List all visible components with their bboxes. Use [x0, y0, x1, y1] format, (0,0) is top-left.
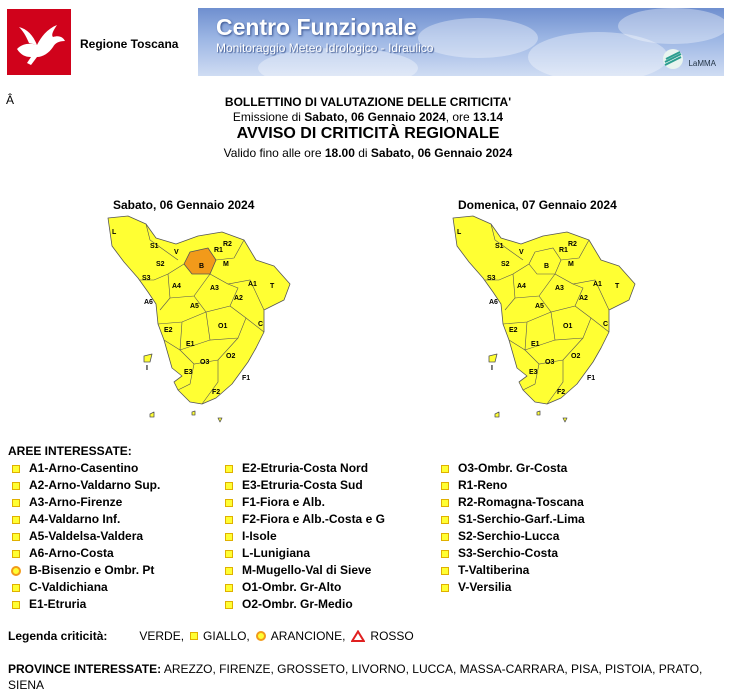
zone-label-O2: O2: [226, 353, 236, 360]
area-item: B-Bisenzio e Ombr. Pt: [8, 562, 160, 579]
area-item: S1-Serchio-Garf.-Lima: [437, 511, 585, 528]
criticality-legend: [8, 629, 414, 643]
yellow-square-icon: [225, 533, 233, 541]
regione-toscana-logo: [7, 9, 71, 75]
zone-label-A6: A6: [144, 299, 153, 306]
zone-label-A5: A5: [190, 303, 199, 310]
zone-label-F2: F2: [212, 389, 221, 396]
zone-label-T: T: [615, 283, 620, 290]
zone-label-I: I: [491, 365, 493, 372]
yellow-square-icon: [12, 499, 20, 507]
zone-label-R2: R2: [568, 241, 577, 248]
area-item: A5-Valdelsa-Valdera: [8, 528, 160, 545]
zone-label-L: L: [457, 229, 462, 236]
yellow-square-icon: [12, 516, 20, 524]
zone-label-R2: R2: [223, 241, 232, 248]
emission-date: Sabato, 06 Gennaio 2024: [304, 110, 446, 124]
yellow-square-icon: [441, 533, 449, 541]
areas-column-1: [8, 460, 160, 613]
valid-time: 18.00: [324, 146, 355, 160]
map-sunday: [451, 214, 641, 426]
zone-label-V: V: [519, 249, 524, 256]
zone-label-E1: E1: [186, 341, 195, 348]
tuscany-map-saturday: [106, 214, 296, 426]
legend-label: Legenda criticità:: [8, 629, 108, 643]
zone-label-A3: A3: [555, 285, 564, 292]
area-item: I-Isole: [221, 528, 385, 545]
zone-label-M: M: [568, 261, 574, 268]
zone-label-L: L: [112, 229, 117, 236]
zone-label-A3: A3: [210, 285, 219, 292]
area-item: A4-Valdarno Inf.: [8, 511, 160, 528]
area-item: A1-Arno-Casentino: [8, 460, 160, 477]
zone-label-F1: F1: [587, 375, 596, 382]
yellow-square-icon: [12, 601, 20, 609]
pegasus-icon: [7, 9, 71, 75]
zone-label-S1: S1: [150, 243, 159, 250]
yellow-square-icon: [12, 550, 20, 558]
provinces-line: [8, 661, 728, 693]
zone-label-O1: O1: [563, 323, 573, 330]
yellow-square-icon: [225, 516, 233, 524]
zone-label-S3: S3: [487, 275, 496, 282]
yellow-square-icon: [225, 482, 233, 490]
yellow-square-icon: [12, 482, 20, 490]
area-item: O2-Ombr. Gr-Medio: [221, 596, 385, 613]
emission-time: 13.14: [473, 110, 504, 124]
centro-funzionale-banner: [198, 8, 724, 76]
yellow-square-icon: [441, 465, 449, 473]
zone-label-O2: O2: [571, 353, 581, 360]
yellow-square-icon: [441, 499, 449, 507]
map-saturday: [106, 214, 296, 426]
zone-label-A4: A4: [517, 283, 526, 290]
map-title-sunday: Domenica, 07 Gennaio 2024: [458, 198, 617, 212]
zone-label-E1: E1: [531, 341, 540, 348]
zone-label-R1: R1: [559, 247, 568, 254]
zone-label-F1: F1: [242, 375, 251, 382]
area-item: S3-Serchio-Costa: [437, 545, 585, 562]
yellow-square-icon: [225, 584, 233, 592]
zone-label-E2: E2: [164, 327, 173, 334]
zone-label-S2: S2: [501, 261, 510, 268]
area-item: O3-Ombr. Gr-Costa: [437, 460, 585, 477]
zone-label-A2: A2: [579, 295, 588, 302]
red-triangle-icon: [351, 630, 365, 642]
yellow-square-icon: [441, 584, 449, 592]
yellow-square-icon: [225, 567, 233, 575]
tuscany-map-sunday: [451, 214, 641, 426]
zone-label-A1: A1: [248, 281, 257, 288]
zone-label-B: B: [544, 263, 550, 270]
provinces-list: AREZZO, FIRENZE, GROSSETO, LIVORNO, LUCCA, MASSA-CARRARA, PISA, PISTOIA, PRATO, SIENA: [8, 662, 703, 692]
zone-label-F2: F2: [557, 389, 566, 396]
map-title-saturday: Sabato, 06 Gennaio 2024: [113, 198, 255, 212]
legend-arancione: ARANCIONE,: [270, 629, 346, 643]
zone-label-A5: A5: [535, 303, 544, 310]
zone-label-A2: A2: [234, 295, 243, 302]
zone-label-C: C: [258, 321, 264, 328]
yellow-square-icon: [225, 465, 233, 473]
lamma-logo-icon: [662, 48, 684, 70]
area-item: V-Versilia: [437, 579, 585, 596]
valid-date: Sabato, 06 Gennaio 2024: [370, 146, 513, 160]
banner-subtitle: Monitoraggio Meteo Idrologico - Idraulico: [216, 41, 434, 55]
zone-label-S2: S2: [156, 261, 165, 268]
zone-label-S1: S1: [495, 243, 504, 250]
zone-label-I: I: [146, 365, 148, 372]
orange-circle-icon: [256, 631, 266, 641]
bulletin-title: BOLLETTINO DI VALUTAZIONE DELLE CRITICITA': [224, 95, 512, 109]
area-item: O1-Ombr. Gr-Alto: [221, 579, 385, 596]
area-item: A6-Arno-Costa: [8, 545, 160, 562]
region-name: Regione Toscana: [80, 37, 179, 51]
areas-column-3: [437, 460, 585, 596]
area-item: S2-Serchio-Lucca: [437, 528, 585, 545]
zone-label-O3: O3: [200, 359, 210, 366]
valid-line: Valido fino alle ore 18.00 di Sabato, 06 Gennaio 2024: [223, 146, 513, 160]
zone-label-A4: A4: [172, 283, 181, 290]
zone-label-C: C: [603, 321, 609, 328]
yellow-square-icon: [441, 482, 449, 490]
stray-character: Â: [6, 93, 15, 107]
area-item: A2-Arno-Valdarno Sup.: [8, 477, 160, 494]
yellow-square-icon: [441, 550, 449, 558]
orange-circle-icon: [11, 566, 21, 576]
area-item: M-Mugello-Val di Sieve: [221, 562, 385, 579]
area-item: E2-Etruria-Costa Nord: [221, 460, 385, 477]
yellow-square-icon: [225, 550, 233, 558]
area-item: E1-Etruria: [8, 596, 160, 613]
yellow-square-icon: [12, 584, 20, 592]
yellow-square-icon: [12, 533, 20, 541]
notice-title: AVVISO DI CRITICITÀ REGIONALE: [236, 125, 500, 142]
area-item: L-Lunigiana: [221, 545, 385, 562]
zone-label-S3: S3: [142, 275, 151, 282]
zone-label-M: M: [223, 261, 229, 268]
zone-label-E3: E3: [184, 369, 193, 376]
yellow-square-icon: [225, 499, 233, 507]
zone-label-R1: R1: [214, 247, 223, 254]
area-item: C-Valdichiana: [8, 579, 160, 596]
zone-label-A6: A6: [489, 299, 498, 306]
areas-title: AREE INTERESSATE:: [8, 444, 132, 458]
zone-label-O3: O3: [545, 359, 555, 366]
areas-column-2: [221, 460, 385, 613]
zone-label-V: V: [174, 249, 179, 256]
legend-rosso: ROSSO: [370, 629, 414, 643]
zone-label-O1: O1: [218, 323, 228, 330]
zone-label-E3: E3: [529, 369, 538, 376]
yellow-square-icon: [441, 567, 449, 575]
emission-line: Emissione di Sabato, 06 Gennaio 2024, ore 13.14: [232, 110, 504, 124]
lamma-label: LaMMA: [688, 59, 716, 68]
area-item: R1-Reno: [437, 477, 585, 494]
area-item: F1-Fiora e Alb.: [221, 494, 385, 511]
zone-label-T: T: [270, 283, 275, 290]
banner-title: Centro Funzionale: [216, 14, 417, 40]
zone-label-A1: A1: [593, 281, 602, 288]
area-item: T-Valtiberina: [437, 562, 585, 579]
yellow-square-icon: [441, 516, 449, 524]
zone-label-B: B: [199, 263, 205, 270]
yellow-square-icon: [12, 465, 20, 473]
legend-giallo: GIALLO,: [203, 629, 250, 643]
provinces-label: PROVINCE INTERESSATE:: [8, 662, 162, 676]
yellow-square-icon: [225, 601, 233, 609]
zone-label-E2: E2: [509, 327, 518, 334]
area-item: A3-Arno-Firenze: [8, 494, 160, 511]
legend-verde: VERDE,: [139, 629, 185, 643]
area-item: R2-Romagna-Toscana: [437, 494, 585, 511]
area-item: F2-Fiora e Alb.-Costa e G: [221, 511, 385, 528]
area-item: E3-Etruria-Costa Sud: [221, 477, 385, 494]
yellow-square-icon: [190, 632, 198, 640]
